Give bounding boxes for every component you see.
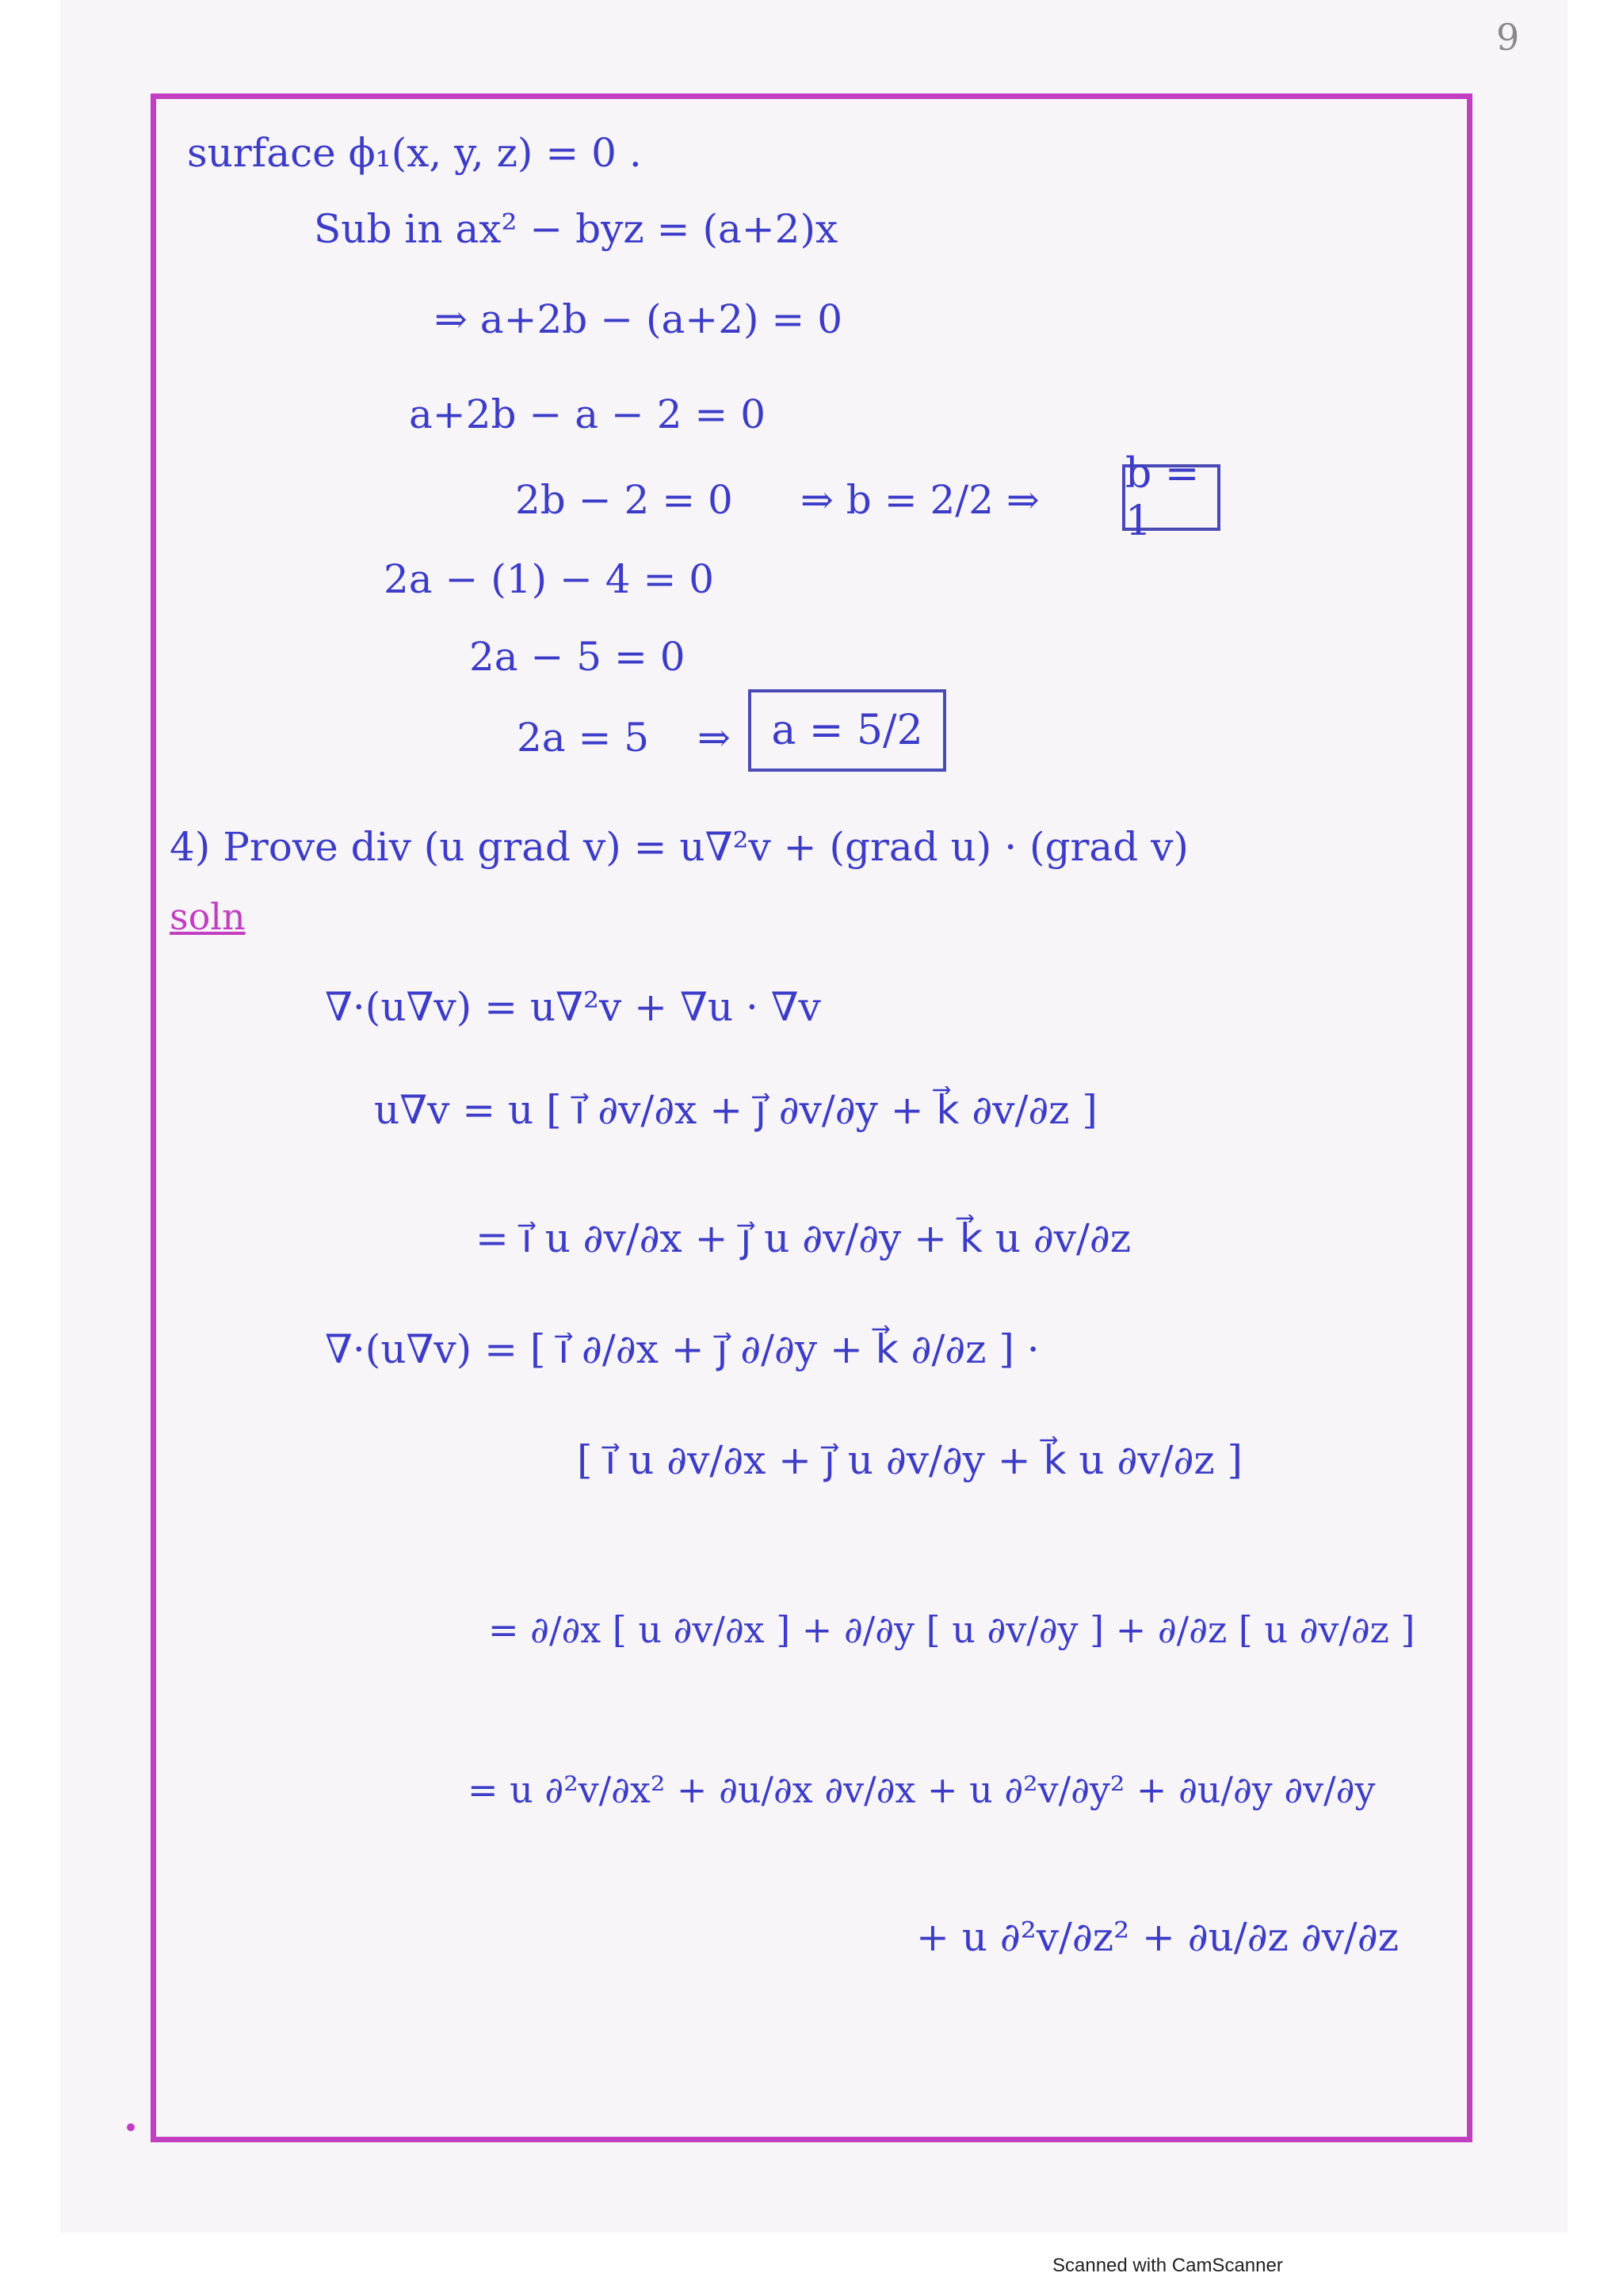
equation-6: = ∂/∂x [ u ∂v/∂x ] + ∂/∂y [ u ∂v/∂y ] + ∂/∂z [ u ∂v/∂z ]: [488, 1608, 1415, 1651]
equation-4: ∇·(u∇v) = [ i⃗ ∂/∂x + j⃗ ∂/∂y + k⃗ ∂/∂z ] ·: [325, 1326, 1040, 1372]
equation-1: ∇·(u∇v) = u∇²v + ∇u · ∇v: [325, 984, 821, 1030]
line-step-4: 2a − (1) − 4 = 0: [384, 556, 715, 602]
question-4: 4) Prove div (u grad v) = u∇²v + (grad u) · (grad v): [170, 824, 1189, 870]
line-step-2: a+2b − a − 2 = 0: [409, 391, 766, 437]
line-step-3-result: ⇒ b = 2/2 ⇒: [800, 477, 1040, 523]
answer-a-box: a = 5/2: [748, 689, 946, 772]
line-substitute: Sub in ax² − byz = (a+2)x: [314, 206, 838, 252]
line-step-3: 2b − 2 = 0: [515, 477, 733, 523]
line-step-6-arrow: ⇒: [697, 715, 731, 761]
line-step-6: 2a = 5: [517, 715, 650, 761]
line-surface: surface ϕ₁(x, y, z) = 0 .: [187, 130, 642, 176]
equation-5: [ i⃗ u ∂v/∂x + j⃗ u ∂v/∂y + k⃗ u ∂v/∂z ]: [577, 1437, 1243, 1483]
equation-3: = i⃗ u ∂v/∂x + j⃗ u ∂v/∂y + k⃗ u ∂v/∂z: [475, 1215, 1132, 1261]
equation-8: + u ∂²v/∂z² + ∂u/∂z ∂v/∂z: [916, 1914, 1399, 1960]
answer-b-box: b = 1: [1122, 464, 1220, 531]
line-step-5: 2a − 5 = 0: [469, 634, 685, 680]
equation-2: u∇v = u [ i⃗ ∂v/∂x + j⃗ ∂v/∂y + k⃗ ∂v/∂z ]: [374, 1087, 1098, 1133]
page-number: 9: [1496, 16, 1520, 59]
line-step-1: ⇒ a+2b − (a+2) = 0: [434, 296, 843, 342]
equation-7: = u ∂²v/∂x² + ∂u/∂x ∂v/∂x + u ∂²v/∂y² + ∂u/∂y ∂v/∂y: [468, 1768, 1376, 1811]
margin-dot: [127, 2123, 135, 2131]
scanner-watermark: Scanned with CamScanner: [1052, 2255, 1283, 2276]
solution-label: soln: [170, 895, 246, 938]
